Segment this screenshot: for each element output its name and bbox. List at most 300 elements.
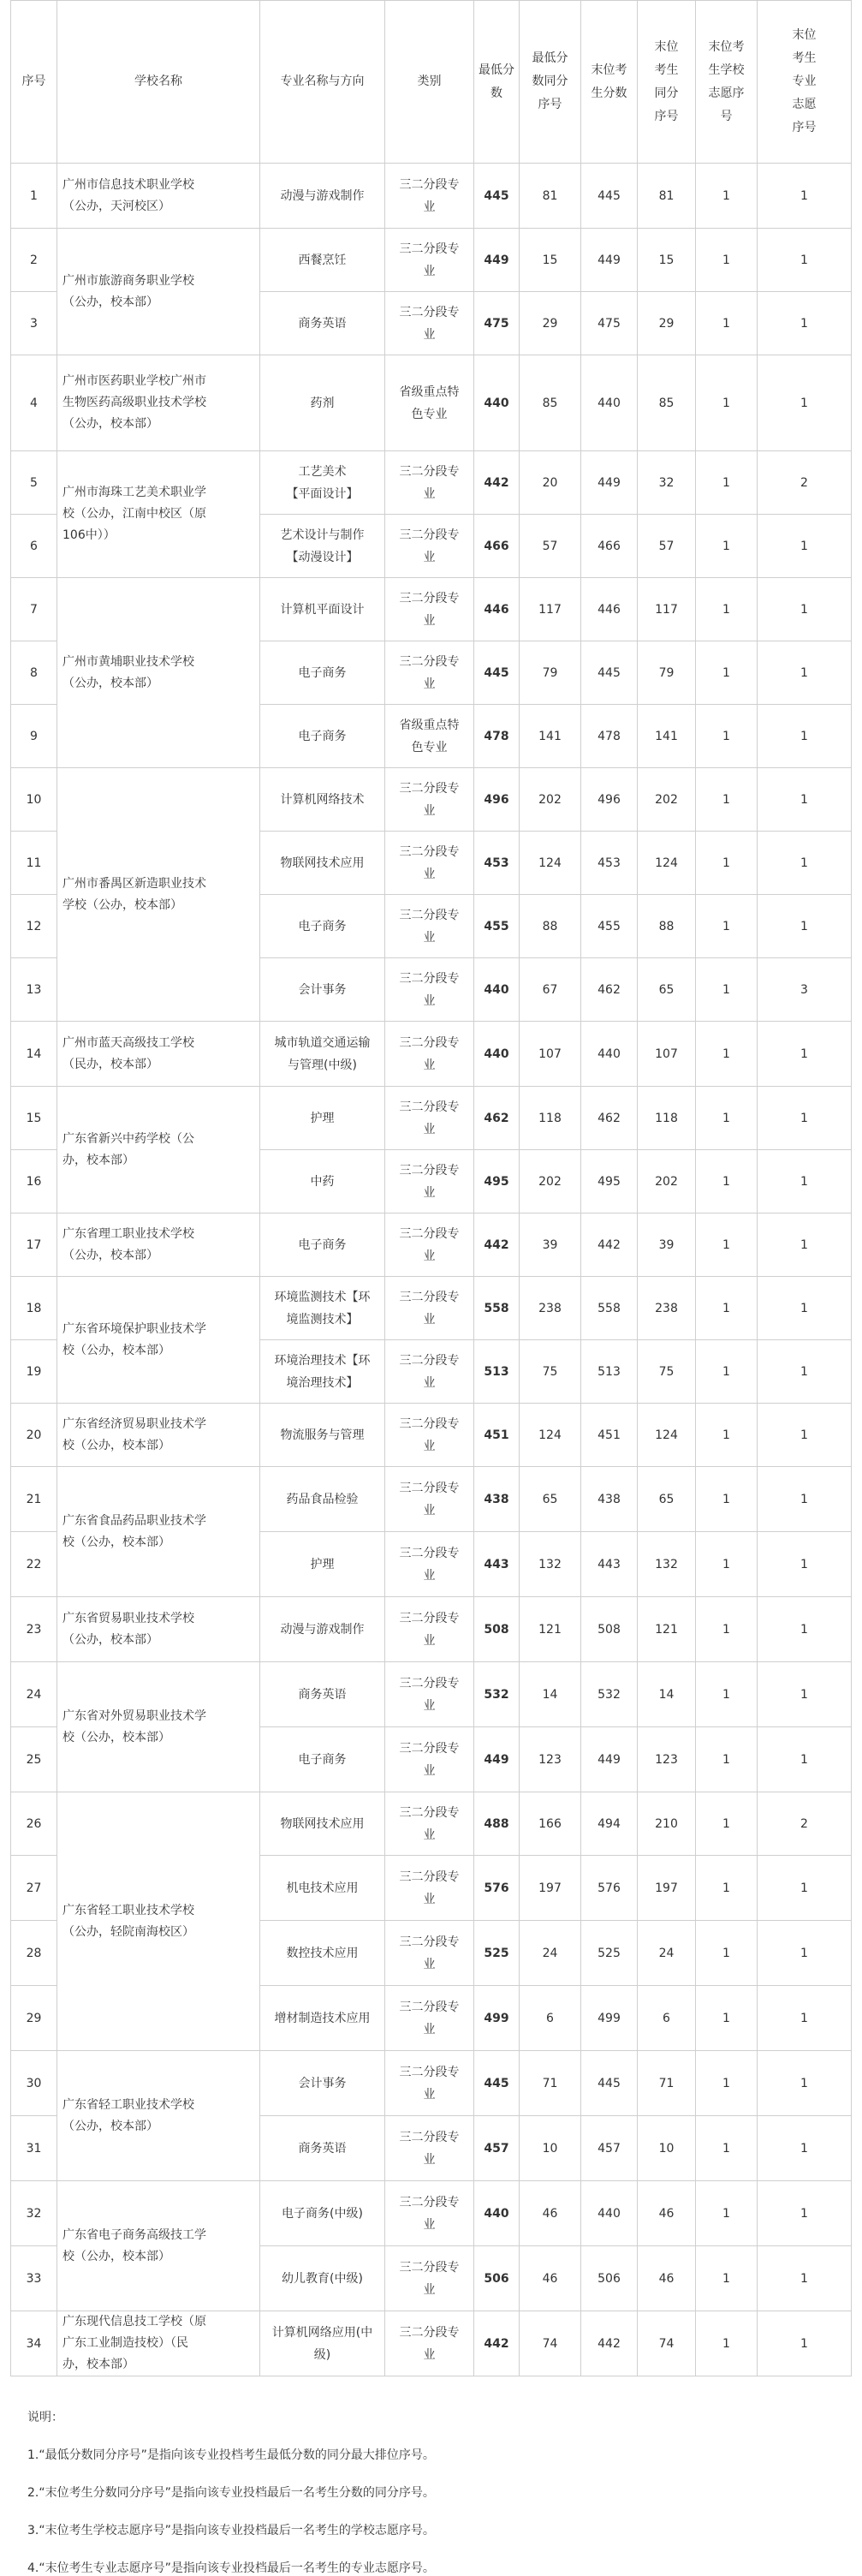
row-index: 29	[11, 1986, 57, 2051]
row-index: 2	[11, 229, 57, 292]
category	[385, 515, 474, 578]
last-school-pref: 1	[696, 2181, 758, 2246]
school-name-line: （民办，校本部）	[62, 1057, 158, 1071]
category	[385, 2181, 474, 2246]
last-score: 451	[581, 1404, 638, 1467]
major-name-line: 工艺美术	[298, 464, 347, 479]
last-score: 525	[581, 1921, 638, 1986]
table-row	[11, 1597, 852, 1662]
last-score-rank: 238	[638, 1277, 696, 1340]
last-score-rank: 74	[638, 2311, 696, 2376]
last-score-rank: 121	[638, 1597, 696, 1662]
last-score: 445	[581, 641, 638, 705]
category	[385, 292, 474, 355]
last-score-rank: 71	[638, 2051, 696, 2116]
school-name-line: 广东省电子商务高级技工学	[62, 2227, 206, 2242]
major-name-line: 动漫与游戏制作	[280, 188, 365, 203]
major-name-line: 电子商务	[298, 919, 347, 933]
min-score-rank: 123	[520, 1727, 581, 1792]
school-name-line: （公办，校本部）	[62, 417, 158, 431]
school-name-line: 广东现代信息技工学校（原	[62, 2315, 206, 2329]
category	[385, 2246, 474, 2311]
school-name-line: 广州市信息技术职业学校	[62, 177, 194, 192]
row-index: 17	[11, 1213, 57, 1277]
category-line: 色专业	[411, 740, 448, 754]
last-score-rank: 39	[638, 1213, 696, 1277]
category-line: 三二分段专	[399, 1676, 460, 1690]
last-major-pref: 1	[758, 1467, 852, 1532]
school-name-line: 办，校本部）	[62, 1153, 134, 1167]
category-line: 三二分段专	[399, 2065, 460, 2079]
last-school-pref: 1	[696, 1340, 758, 1404]
min-score-rank: 24	[520, 1921, 581, 1986]
header-row	[11, 1, 852, 164]
last-score: 440	[581, 355, 638, 451]
last-score: 462	[581, 958, 638, 1022]
major-name	[260, 1986, 385, 2051]
last-school-pref: 1	[696, 895, 758, 958]
school-name-line: 广州市蓝天高级技工学校	[62, 1035, 194, 1050]
category	[385, 2051, 474, 2116]
min-score-rank: 124	[520, 1404, 581, 1467]
admission-table	[10, 0, 852, 2376]
min-score-rank: 20	[520, 451, 581, 515]
category-line: 三二分段专	[399, 1290, 460, 1304]
row-index: 27	[11, 1856, 57, 1921]
min-score: 488	[474, 1792, 520, 1856]
category-line: 色专业	[411, 407, 448, 421]
header-major-pref-line: 考生	[792, 51, 817, 65]
table-row	[11, 1022, 852, 1087]
last-score-rank: 210	[638, 1792, 696, 1856]
category-line: 三二分段专	[399, 1226, 460, 1241]
last-school-pref: 1	[696, 1856, 758, 1921]
header-school	[57, 1, 260, 164]
major-name	[260, 1022, 385, 1087]
major-name	[260, 1662, 385, 1727]
school-name	[57, 1277, 260, 1404]
category-line: 业	[423, 264, 436, 278]
category-line: 三二分段专	[399, 1416, 460, 1431]
category-line: 三二分段专	[399, 844, 460, 859]
category-line: 三二分段专	[399, 305, 460, 319]
min-score: 466	[474, 515, 520, 578]
category	[385, 1277, 474, 1340]
major-name	[260, 1213, 385, 1277]
table-row	[11, 1662, 852, 1727]
last-major-pref: 1	[758, 1921, 852, 1986]
last-major-pref: 2	[758, 451, 852, 515]
row-index: 6	[11, 515, 57, 578]
min-score: 453	[474, 832, 520, 895]
last-school-pref: 1	[696, 1986, 758, 2051]
header-category-line: 类别	[417, 75, 442, 88]
school-name-line: 广东省轻工职业技术学校	[62, 2097, 194, 2112]
last-score-rank: 202	[638, 768, 696, 832]
row-index: 30	[11, 2051, 57, 2116]
last-school-pref: 1	[696, 768, 758, 832]
row-index: 22	[11, 1532, 57, 1597]
category	[385, 1662, 474, 1727]
min-score-rank: 46	[520, 2181, 581, 2246]
category	[385, 832, 474, 895]
category	[385, 451, 474, 515]
major-name	[260, 1856, 385, 1921]
row-index: 14	[11, 1022, 57, 1087]
min-score: 440	[474, 1022, 520, 1087]
category-line: 业	[423, 613, 436, 628]
category-line: 业	[423, 2022, 436, 2036]
category-line: 三二分段专	[399, 1546, 460, 1560]
last-school-pref: 1	[696, 1597, 758, 1662]
min-score: 442	[474, 451, 520, 515]
major-name	[260, 895, 385, 958]
category	[385, 641, 474, 705]
last-score: 440	[581, 1022, 638, 1087]
row-index: 21	[11, 1467, 57, 1532]
school-name-line: （公办，校本部）	[62, 295, 158, 309]
last-score: 449	[581, 451, 638, 515]
min-score-rank: 124	[520, 832, 581, 895]
row-index: 5	[11, 451, 57, 515]
category-line: 省级重点特	[399, 718, 460, 732]
major-name	[260, 229, 385, 292]
last-score: 438	[581, 1467, 638, 1532]
category-line: 业	[423, 1503, 436, 1518]
category-line: 业	[423, 1568, 436, 1583]
major-name-line: 增材制造技术应用	[274, 2011, 371, 2025]
last-score-rank: 85	[638, 355, 696, 451]
last-school-pref: 1	[696, 229, 758, 292]
header-major-pref-line: 末位	[792, 28, 817, 42]
header-major-pref	[758, 1, 852, 164]
last-major-pref: 1	[758, 355, 852, 451]
row-index: 10	[11, 768, 57, 832]
row-index: 20	[11, 1404, 57, 1467]
category-line: 省级重点特	[399, 385, 460, 399]
min-score: 438	[474, 1467, 520, 1532]
min-score-rank: 6	[520, 1986, 581, 2051]
last-score-rank: 24	[638, 1921, 696, 1986]
major-name-line: 境监测技术】	[286, 1312, 359, 1327]
last-score: 449	[581, 1727, 638, 1792]
last-score-rank: 88	[638, 895, 696, 958]
last-score-rank: 117	[638, 578, 696, 641]
school-name-line: 广东省新兴中药学校（公	[62, 1131, 194, 1146]
major-name-line: 机电技术应用	[286, 1881, 359, 1895]
header-last-score-line: 生分数	[591, 86, 627, 100]
header-last-rank-line: 同分	[654, 86, 679, 100]
last-major-pref: 1	[758, 2311, 852, 2376]
last-school-pref: 1	[696, 578, 758, 641]
category-line: 三二分段专	[399, 2260, 460, 2275]
category-line: 业	[423, 2347, 436, 2362]
last-score-rank: 46	[638, 2181, 696, 2246]
last-score: 576	[581, 1856, 638, 1921]
major-name-line: 【动漫设计】	[286, 550, 359, 564]
major-name-line: 会计事务	[298, 982, 347, 997]
major-name-line: 艺术设计与制作	[280, 528, 365, 542]
school-name-line: 广州市黄埔职业技术学校	[62, 654, 194, 669]
last-school-pref: 1	[696, 958, 758, 1022]
major-name-line: 动漫与游戏制作	[280, 1622, 365, 1637]
header-min-score-line: 数	[490, 86, 502, 100]
school-name-line: 生物医药高级职业技术学校	[62, 396, 206, 409]
header-category	[385, 1, 474, 164]
category	[385, 958, 474, 1022]
last-major-pref: 1	[758, 1856, 852, 1921]
last-score: 449	[581, 229, 638, 292]
row-index: 24	[11, 1662, 57, 1727]
category	[385, 1087, 474, 1150]
min-score-rank: 202	[520, 768, 581, 832]
major-name	[260, 832, 385, 895]
last-score: 457	[581, 2116, 638, 2181]
min-score: 445	[474, 641, 520, 705]
school-name-line: 广州市旅游商务职业学校	[62, 273, 194, 288]
header-last-score-line: 末位考	[591, 63, 627, 77]
school-name-line: 广州市番禺区新造职业技术	[62, 876, 206, 891]
category-line: 三二分段专	[399, 1035, 460, 1050]
table-row	[11, 229, 852, 292]
major-name	[260, 1340, 385, 1404]
school-name-line: 广州市医药职业学校广州市	[62, 374, 206, 388]
min-score-rank: 238	[520, 1277, 581, 1340]
min-score: 506	[474, 2246, 520, 2311]
header-min-rank-line: 数同分	[532, 75, 568, 88]
category	[385, 1404, 474, 1467]
table-row	[11, 355, 852, 451]
category-line: 业	[423, 1828, 436, 1842]
last-score: 453	[581, 832, 638, 895]
major-name-line: 级)	[313, 2347, 331, 2362]
major-name-line: 城市轨道交通运输	[274, 1035, 371, 1050]
major-name	[260, 1277, 385, 1340]
min-score: 475	[474, 292, 520, 355]
category-line: 业	[423, 1375, 436, 1390]
major-name	[260, 2246, 385, 2311]
min-score: 508	[474, 1597, 520, 1662]
school-name-line: 广东省理工职业技术学校	[62, 1226, 194, 1241]
major-name-line: 护理	[310, 1111, 335, 1125]
major-name	[260, 1532, 385, 1597]
last-score: 532	[581, 1662, 638, 1727]
school-name-line: 校（公办，校本部）	[62, 1343, 170, 1357]
last-major-pref: 1	[758, 229, 852, 292]
table-row	[11, 1087, 852, 1150]
last-score: 462	[581, 1087, 638, 1150]
last-major-pref: 1	[758, 1404, 852, 1467]
min-score-rank: 71	[520, 2051, 581, 2116]
last-school-pref: 1	[696, 1277, 758, 1340]
min-score: 496	[474, 768, 520, 832]
row-index: 33	[11, 2246, 57, 2311]
row-index: 18	[11, 1277, 57, 1340]
note-line-4: 4.“末位考生专业志愿序号”是指向该专业投档最后一名考生的专业志愿序号。	[27, 2561, 435, 2575]
min-score-rank: 39	[520, 1213, 581, 1277]
header-school-pref-line: 号	[720, 109, 733, 123]
header-school-pref-line: 生学校	[708, 63, 745, 77]
major-name-line: 商务英语	[298, 2141, 347, 2156]
last-score-rank: 75	[638, 1340, 696, 1404]
last-major-pref: 1	[758, 164, 852, 229]
last-score: 445	[581, 164, 638, 229]
last-major-pref: 2	[758, 1792, 852, 1856]
last-score: 442	[581, 1213, 638, 1277]
row-index: 1	[11, 164, 57, 229]
major-name-line: 商务英语	[298, 316, 347, 331]
category-line: 三二分段专	[399, 654, 460, 669]
category	[385, 1921, 474, 1986]
table-row	[11, 164, 852, 229]
major-name	[260, 1597, 385, 1662]
category	[385, 1727, 474, 1792]
min-score: 495	[474, 1150, 520, 1213]
min-score: 449	[474, 1727, 520, 1792]
min-score-rank: 65	[520, 1467, 581, 1532]
school-name	[57, 1022, 260, 1087]
row-index: 31	[11, 2116, 57, 2181]
last-major-pref: 1	[758, 1087, 852, 1150]
category-line: 三二分段专	[399, 242, 460, 256]
min-score-rank: 141	[520, 705, 581, 768]
last-major-pref: 1	[758, 1277, 852, 1340]
min-score: 442	[474, 2311, 520, 2376]
last-score-rank: 81	[638, 164, 696, 229]
school-name	[57, 1792, 260, 2051]
min-score-rank: 166	[520, 1792, 581, 1856]
major-name-line: 计算机网络应用(中	[271, 2325, 373, 2340]
last-school-pref: 1	[696, 1467, 758, 1532]
table-row	[11, 578, 852, 641]
table-row	[11, 2051, 852, 2116]
min-score: 499	[474, 1986, 520, 2051]
min-score-rank: 85	[520, 355, 581, 451]
category-line: 业	[423, 1312, 436, 1327]
last-school-pref: 1	[696, 1792, 758, 1856]
min-score: 440	[474, 355, 520, 451]
major-name	[260, 705, 385, 768]
min-score-rank: 67	[520, 958, 581, 1022]
last-major-pref: 1	[758, 578, 852, 641]
major-name	[260, 1727, 385, 1792]
min-score-rank: 15	[520, 229, 581, 292]
notes-title: 说明：	[27, 2411, 63, 2424]
major-name-line: 数控技术应用	[286, 1946, 359, 1960]
last-score: 445	[581, 2051, 638, 2116]
category-line: 三二分段专	[399, 177, 460, 192]
major-name-line: 护理	[310, 1557, 335, 1571]
major-name	[260, 164, 385, 229]
table-row	[11, 1467, 852, 1532]
school-name-line: 广东省贸易职业技术学校	[62, 1611, 194, 1625]
school-name	[57, 1087, 260, 1213]
min-score-rank: 14	[520, 1662, 581, 1727]
category-line: 三二分段专	[399, 908, 460, 922]
last-school-pref: 1	[696, 1727, 758, 1792]
row-index: 23	[11, 1597, 57, 1662]
table-row	[11, 451, 852, 515]
table-row	[11, 768, 852, 832]
last-school-pref: 1	[696, 705, 758, 768]
last-school-pref: 1	[696, 1213, 758, 1277]
last-major-pref: 1	[758, 1532, 852, 1597]
category-line: 业	[423, 1892, 436, 1906]
row-index: 32	[11, 2181, 57, 2246]
category-line: 三二分段专	[399, 971, 460, 986]
last-major-pref: 1	[758, 292, 852, 355]
min-score-rank: 107	[520, 1022, 581, 1087]
last-score-rank: 141	[638, 705, 696, 768]
category-line: 业	[423, 867, 436, 881]
last-score-rank: 124	[638, 1404, 696, 1467]
major-name-line: 电子商务	[298, 1752, 347, 1767]
major-name	[260, 1404, 385, 1467]
min-score: 576	[474, 1856, 520, 1921]
category-line: 业	[423, 200, 436, 214]
row-index: 7	[11, 578, 57, 641]
header-min-score-line: 最低分	[479, 63, 514, 77]
school-name	[57, 1213, 260, 1277]
major-name-line: 药品食品检验	[286, 1492, 359, 1506]
min-score: 442	[474, 1213, 520, 1277]
last-major-pref: 1	[758, 1150, 852, 1213]
major-name-line: 计算机网络技术	[280, 792, 365, 807]
category-line: 业	[423, 1122, 436, 1136]
school-name-line: （公办，校本部）	[62, 676, 158, 690]
last-school-pref: 1	[696, 355, 758, 451]
last-score-rank: 202	[638, 1150, 696, 1213]
header-major-pref-line: 序号	[792, 121, 817, 134]
last-major-pref: 1	[758, 2051, 852, 2116]
category-line: 业	[423, 993, 436, 1008]
category	[385, 768, 474, 832]
school-name	[57, 355, 260, 451]
last-major-pref: 1	[758, 2181, 852, 2246]
last-score-rank: 6	[638, 1986, 696, 2051]
major-name	[260, 958, 385, 1022]
major-name-line: 电子商务(中级)	[282, 2206, 363, 2221]
header-min-rank-line: 最低分	[532, 51, 568, 65]
major-name	[260, 1150, 385, 1213]
last-score-rank: 124	[638, 832, 696, 895]
min-score: 558	[474, 1277, 520, 1340]
category-line: 三二分段专	[399, 2130, 460, 2144]
category-line: 业	[423, 1763, 436, 1778]
last-school-pref: 1	[696, 515, 758, 578]
last-major-pref: 1	[758, 2246, 852, 2311]
school-name-line: （公办，轻院南海校区）	[62, 1924, 194, 1939]
major-name	[260, 578, 385, 641]
category-line: 三二分段专	[399, 2325, 460, 2340]
school-name-line: 广东省轻工职业技术学校	[62, 1903, 194, 1917]
last-major-pref: 1	[758, 1340, 852, 1404]
row-index: 28	[11, 1921, 57, 1986]
header-major-line: 专业名称与方向	[280, 75, 365, 88]
major-name	[260, 2051, 385, 2116]
header-index	[11, 1, 57, 164]
category	[385, 1792, 474, 1856]
last-score: 442	[581, 2311, 638, 2376]
last-major-pref: 3	[758, 958, 852, 1022]
last-score-rank: 197	[638, 1856, 696, 1921]
category-line: 三二分段专	[399, 1100, 460, 1114]
min-score-rank: 118	[520, 1087, 581, 1150]
school-name	[57, 1467, 260, 1597]
row-index: 19	[11, 1340, 57, 1404]
major-name	[260, 292, 385, 355]
major-name	[260, 768, 385, 832]
